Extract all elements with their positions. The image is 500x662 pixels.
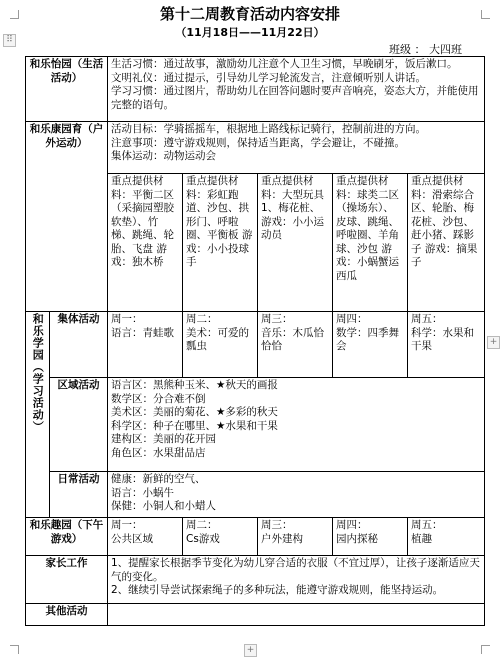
fun-heading: 和乐趣园（下午游戏） — [26, 518, 108, 556]
parents-line: 2、继续引导尝试探索绳子的多种玩法，能遵守游戏规则，能坚持运动。 — [111, 584, 444, 596]
fun-day-5: 周五： 植趣 — [408, 518, 485, 556]
row-life — [26, 57, 485, 122]
health-day-2: 重点提供材料：彩虹跑道、沙包、拱形门、呼啦圈、平衡板 游戏：小小投球手 — [183, 174, 258, 312]
area-line: 科学区：种子在哪里、★水果和干果 — [111, 419, 278, 432]
page-title: 第十二周教育活动内容安排 — [159, 5, 340, 23]
study-day-2: 周二： 美术：可爱的瓢虫 — [183, 312, 258, 378]
fun-day-4: 周四： 园内探秘 — [333, 518, 408, 556]
parents-line: 1、提醒家长根据季节变化为幼儿穿合适的衣服（不宜过厚），让孩子逐渐适应天气的变化。 — [111, 557, 480, 583]
health-day-5: 重点提供材料：滑索综合区、轮胎、梅花桩、沙包、赶小猪、踩影子 游戏：摘果子 — [408, 174, 485, 312]
fun-day-2: 周二： Cs游戏 — [183, 518, 258, 556]
study-day-1: 周一： 语言：青蛙歌 — [108, 312, 183, 378]
parents-content — [108, 556, 485, 604]
health-intro — [108, 122, 485, 174]
health-heading: 和乐康园育（户外运动） — [26, 122, 108, 312]
fun-day-1: 周一： 公共区域 — [108, 518, 183, 556]
study-area-content — [108, 378, 485, 472]
area-line: 数学区：分合难不倒 — [111, 392, 206, 405]
study-collective-label: 集体活动 — [50, 312, 108, 378]
crop-mark-bottom-left — [10, 645, 19, 654]
health-day-4: 重点提供材料：球类二区（操场东）、皮球、跳绳、呼啦圈、羊角球、沙包 游戏：小蜗蟹运西瓜 — [333, 174, 408, 312]
other-heading: 其他活动 — [26, 604, 108, 626]
health-day-3: 重点提供材料：大型玩具1、梅花桩、 游戏：小小运动员 — [258, 174, 333, 312]
study-area-label: 区域活动 — [50, 378, 108, 472]
study-heading: 和乐学园（学习活动） — [26, 312, 50, 518]
daily-line: 语言：小蜗牛 — [111, 486, 174, 499]
daily-line: 保健：小铜人和小蜡人 — [111, 500, 216, 512]
row-study-area — [26, 378, 485, 472]
other-content[interactable] — [108, 604, 485, 626]
parents-heading: 家长工作 — [26, 556, 108, 604]
fun-day-3: 周三： 户外建构 — [258, 518, 333, 556]
life-line: 学习习惯：通过图片，帮助幼儿在回答问题时要声音响亮，姿态大方，并能使用完整的语句。 — [111, 85, 479, 111]
study-day-4: 周四： 数学：四季舞会 — [333, 312, 408, 378]
area-line: 建构区：美丽的花开园 — [111, 433, 216, 445]
life-line: 文明礼仪：通过提示，引导幼儿学习轮流发言，注意倾听别人讲话。 — [111, 71, 426, 84]
row-other — [26, 604, 485, 626]
class-label: 班级 ： 大四班 — [389, 43, 462, 56]
row-study-collective — [26, 312, 485, 378]
row-health-intro — [26, 122, 485, 174]
health-collective: 集体运动：动物运动会 — [111, 150, 216, 162]
study-daily-content — [108, 472, 485, 518]
area-line: 语言区：黑熊种玉米、★秋天的画报 — [111, 379, 278, 391]
crop-mark-bottom-right — [481, 645, 490, 654]
health-notice: 注意事项：遵守游戏规则，保持适当距离，学会避让，不碰撞。 — [111, 136, 405, 149]
area-line: 美术区：美丽的菊花、★多彩的秋天 — [111, 406, 278, 418]
life-heading: 和乐怡园（生活活动） — [26, 57, 108, 122]
daily-line: 健康：新鲜的空气、 — [111, 473, 206, 485]
study-day-3: 周三： 音乐：木瓜恰恰恰 — [258, 312, 333, 378]
schedule-table — [25, 56, 485, 626]
row-parents — [26, 556, 485, 604]
row-fun — [26, 518, 485, 556]
study-day-5: 周五： 科学：水果和干果 — [408, 312, 485, 378]
add-row-icon[interactable]: + — [244, 644, 257, 657]
study-daily-label: 日常活动 — [50, 472, 108, 518]
life-line: 生活习惯：通过故事，激励幼儿注意个人卫生习惯，早晚刷牙，饭后漱口。 — [111, 58, 458, 70]
area-line: 角色区：水果甜品店 — [111, 446, 206, 459]
life-content — [108, 57, 485, 122]
add-column-icon[interactable]: + — [487, 336, 500, 349]
move-handle-icon[interactable]: ⠿ — [3, 34, 16, 47]
date-range: （11月18日——11月22日） — [175, 26, 325, 39]
health-day-1: 重点提供材料：平衡二区（采摘园塑胶软垫）、竹梯、跳绳、轮胎、飞盘 游戏：独木桥 — [108, 174, 183, 312]
health-goal: 活动目标：学骑摇摇车，根据地上路线标记骑行，控制前进的方向。 — [111, 123, 426, 135]
row-study-daily — [26, 472, 485, 518]
